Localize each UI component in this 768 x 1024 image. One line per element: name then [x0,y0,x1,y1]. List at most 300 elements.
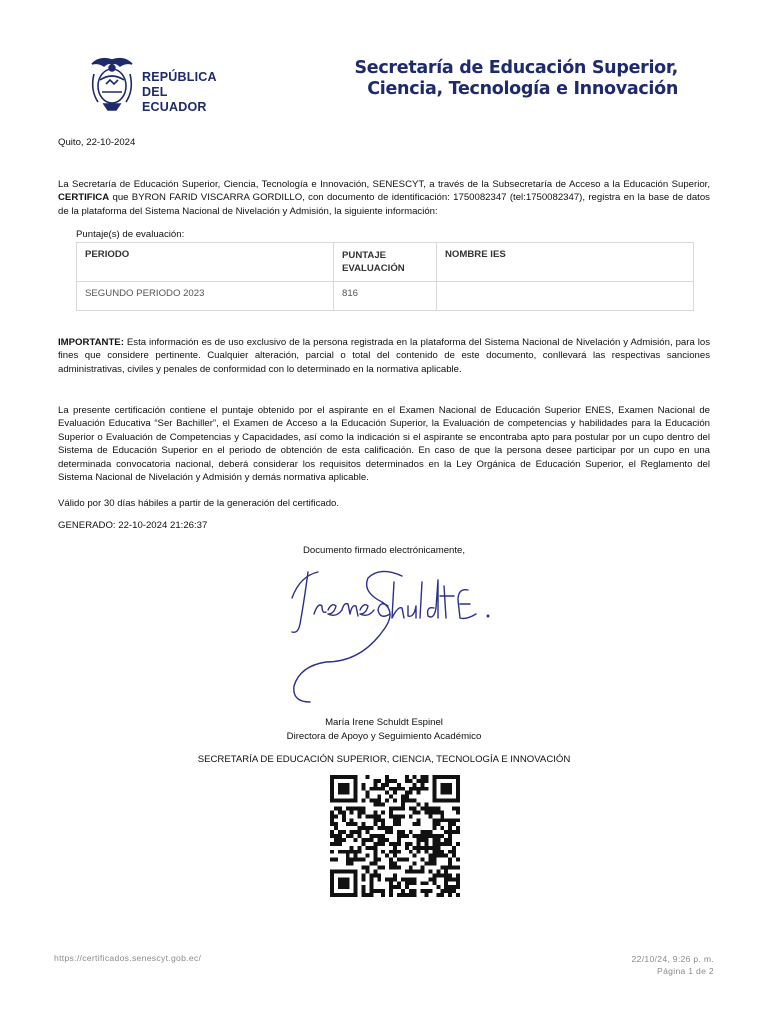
qr-module [369,881,373,885]
qr-module [389,881,393,885]
qr-module [428,830,432,834]
qr-module [354,858,358,862]
qr-module [389,862,393,866]
qr-module [428,889,432,893]
qr-module [358,806,362,810]
qr-module [342,850,346,854]
qr-module [381,803,385,807]
qr-module [405,799,409,803]
qr-module [456,858,460,862]
qr-module [330,818,334,822]
header-puntaje: PUNTAJE EVALUACIÓN [334,243,437,282]
qr-module [401,830,405,834]
qr-module [409,787,413,791]
qr-module [456,826,460,830]
qr-module [432,806,436,810]
qr-module [365,814,369,818]
qr-module [393,818,397,822]
qr-module [425,803,429,807]
qr-module [448,822,452,826]
qr-module [448,826,452,830]
handwritten-signature [270,562,510,712]
country-line-2: DEL ECUADOR [142,85,207,114]
qr-module [350,850,354,854]
qr-module [425,846,429,850]
qr-module [421,779,425,783]
qr-module [377,889,381,893]
qr-module [401,893,405,897]
qr-module [452,846,456,850]
footer-url[interactable]: https://certificados.senescyt.gob.ec/ [54,953,202,963]
qr-module [393,814,397,818]
footer-page-number: Página 1 de 2 [657,966,714,976]
qr-module [369,885,373,889]
qr-module [377,877,381,881]
qr-module [413,834,417,838]
qr-module [425,787,429,791]
qr-module [362,873,366,877]
qr-module [413,869,417,873]
qr-module [417,838,421,842]
scores-label: Puntaje(s) de evaluación: [76,229,185,240]
qr-module [452,877,456,881]
qr-module [405,881,409,885]
qr-module [456,818,460,822]
qr-module [330,850,334,854]
qr-module [377,814,381,818]
qr-module [425,775,429,779]
certification-paragraph: La presente certificación contiene el puntaje obtenido por el aspirante en el Examen Nacional de Educación Superior ENES, Examen Nacional de Evaluación Educativa “Ser Bachiller”, el Examen de Acceso a la Educación Superior, la Evaluación de competencias y habilidades para la Educación Superior o Evaluación de Competencias y Capacidades, así como la indicación si el aspirante se encontraba apto para postular por un cupo dentro del Sistema de Educación Superior en el periodo de obtención de esta calificación. En caso de que la persona desee participar por un cupo en una determinada convocatoria nacional, deberá considerar los requisitos determinados en la Ley Orgánica de Educación Superior, el Reglamento del Sistema Nacional de Nivelación y Admisión y demás normativa aplicable. [58,405,710,484]
qr-module [350,846,354,850]
qr-module [456,806,460,810]
qr-module [369,787,373,791]
qr-module [409,842,413,846]
qr-module [440,854,444,858]
qr-module [440,810,444,814]
qr-module [389,893,393,897]
qr-module [369,893,373,897]
qr-module [373,858,377,862]
letter-date: Quito, 22-10-2024 [58,137,136,148]
qr-module [452,806,456,810]
qr-module [456,885,460,889]
scores-table [76,242,694,311]
qr-module [440,814,444,818]
qr-module [397,834,401,838]
qr-module [373,783,377,787]
qr-module [354,806,358,810]
qr-module [432,850,436,854]
qr-module [421,775,425,779]
qr-module [365,854,369,858]
qr-module [338,830,342,834]
cell-nombre-ies [437,282,694,311]
qr-module [409,830,413,834]
qr-module [330,822,334,826]
qr-module [362,877,366,881]
qr-module [330,842,334,846]
qr-module [377,818,381,822]
qr-module [385,779,389,783]
qr-module [421,889,425,893]
qr-module [452,822,456,826]
qr-module [401,858,405,862]
qr-module [338,842,342,846]
qr-module [358,826,362,830]
qr-module [373,779,377,783]
qr-module [448,873,452,877]
qr-module [397,806,401,810]
qr-module [381,787,385,791]
qr-module [425,862,429,866]
qr-module [334,806,338,810]
qr-module [393,850,397,854]
qr-module [373,846,377,850]
qr-module [448,893,452,897]
qr-module [393,873,397,877]
qr-module [381,783,385,787]
qr-module [362,838,366,842]
qr-module [409,866,413,870]
qr-module [440,889,444,893]
qr-module [342,830,346,834]
qr-module [436,822,440,826]
qr-module [440,893,444,897]
qr-module [425,881,429,885]
qr-module [362,810,366,814]
qr-module [350,858,354,862]
qr-module [373,889,377,893]
qr-module [436,850,440,854]
qr-module [440,850,444,854]
qr-module [405,846,409,850]
qr-module [432,838,436,842]
qr-module [385,775,389,779]
qr-module [373,810,377,814]
qr-module [362,866,366,870]
validity-text: Válido por 30 días hábiles a partir de la generación del certificado. [58,498,340,509]
qr-module [373,818,377,822]
qr-module [377,838,381,842]
qr-module [397,783,401,787]
qr-module [405,858,409,862]
qr-module [405,795,409,799]
qr-module [448,818,452,822]
qr-module [452,866,456,870]
qr-module [409,881,413,885]
qr-module [365,838,369,842]
qr-module [397,838,401,842]
qr-module [409,877,413,881]
qr-module [413,775,417,779]
signer-name: María Irene Schuldt Espinel [325,717,443,728]
qr-module [346,806,350,810]
qr-module [385,799,389,803]
qr-module [393,885,397,889]
qr-module [413,783,417,787]
secretaria-line-1: Secretaría de Educación Superior, [354,58,678,78]
qr-module [389,779,393,783]
qr-module [417,787,421,791]
qr-module [350,834,354,838]
important-paragraph [58,336,710,376]
qr-module [385,791,389,795]
qr-module [330,810,334,814]
qr-module [393,862,397,866]
country-line-1: REPÚBLICA [142,70,217,84]
qr-module [436,873,440,877]
qr-module [381,834,385,838]
qr-module [421,806,425,810]
qr-module [389,826,393,830]
qr-module [421,783,425,787]
qr-module [444,885,448,889]
qr-module [428,814,432,818]
qr-module [334,838,338,842]
qr-module [389,830,393,834]
qr-module [413,854,417,858]
qr-module [448,885,452,889]
organization-name: SECRETARÍA DE EDUCACIÓN SUPERIOR, CIENCIA, TECNOLOGÍA E INNOVACIÓN [197,754,571,765]
qr-module [401,787,405,791]
qr-module [389,866,393,870]
qr-module [381,818,385,822]
qr-module [393,846,397,850]
qr-module [436,869,440,873]
qr-module [373,787,377,791]
qr-module [405,869,409,873]
qr-module [397,866,401,870]
intro-after: que BYRON FARID VISCARRA GORDILLO, con documento de identificación: 1750082347 (tel:1750082347), registra en la base de datos de la plataforma del Sistema Nacional de Nivelación y Admisión, la siguiente información: [58,192,710,217]
qr-module [417,842,421,846]
qr-module [362,787,366,791]
qr-module [425,830,429,834]
cell-puntaje: 816 [334,282,437,311]
qr-module [381,893,385,897]
qr-module [448,862,452,866]
qr-module [409,799,413,803]
qr-module [444,854,448,858]
footer-timestamp: 22/10/24, 9:26 p. m. [631,954,714,964]
qr-module [362,893,366,897]
footer-meta [632,953,714,977]
qr-module [354,854,358,858]
qr-module [365,893,369,897]
signed-note: Documento firmado electrónicamente, [302,545,466,556]
intro-certifica: CERTIFICA [58,192,110,204]
qr-module [373,854,377,858]
qr-module [393,799,397,803]
qr-module [377,826,381,830]
qr-module [401,795,405,799]
qr-module [393,877,397,881]
qr-module [397,881,401,885]
qr-module [405,893,409,897]
qr-module [369,826,373,830]
qr-module [413,806,417,810]
qr-module [389,889,393,893]
important-label: IMPORTANTE: [58,337,124,348]
qr-module [432,842,436,846]
qr-module [417,803,421,807]
qr-module [362,858,366,862]
qr-module [342,818,346,822]
qr-module [432,858,436,862]
qr-module [448,834,452,838]
intro-before: La Secretaría de Educación Superior, Ciencia, Tecnología e Innovación, SENESCYT, a través de la Subsecretaría de Acceso a la Educación Superior, [58,179,710,190]
qr-module [417,869,421,873]
qr-module [350,818,354,822]
qr-module [432,877,436,881]
qr-module [389,810,393,814]
qr-module [432,873,436,877]
qr-module [381,822,385,826]
qr-module [354,830,358,834]
qr-module [413,893,417,897]
qr-module [365,795,369,799]
qr-module [452,830,456,834]
qr-module [330,858,334,862]
qr-module [334,822,338,826]
qr-module [425,834,429,838]
qr-module [334,842,338,846]
qr-module [377,779,381,783]
qr-module [393,854,397,858]
qr-module [362,799,366,803]
qr-module [448,877,452,881]
qr-module [413,787,417,791]
qr-module [362,822,366,826]
qr-module [413,846,417,850]
ecuador-coat-of-arms-icon [86,50,138,114]
qr-module [413,799,417,803]
qr-module [358,834,362,838]
qr-module [452,850,456,854]
qr-module [373,842,377,846]
qr-module [362,885,366,889]
qr-module [448,866,452,870]
qr-module [373,814,377,818]
qr-module [362,806,366,810]
qr-module [448,850,452,854]
qr-module [425,850,429,854]
qr-module [346,822,350,826]
qr-module [409,779,413,783]
qr-module [346,834,350,838]
qr-code-icon [329,775,461,897]
qr-module [397,885,401,889]
qr-module [436,842,440,846]
qr-module [421,866,425,870]
qr-module [425,893,429,897]
cell-periodo: SEGUNDO PERIODO 2023 [77,282,334,311]
qr-module [452,854,456,858]
qr-module [330,834,334,838]
qr-module [428,858,432,862]
qr-module [350,862,354,866]
qr-module [401,814,405,818]
qr-module [358,850,362,854]
qr-module [362,889,366,893]
qr-module [417,779,421,783]
qr-module [342,814,346,818]
qr-module [409,889,413,893]
qr-module [334,826,338,830]
qr-module [448,842,452,846]
qr-module [377,803,381,807]
qr-module [417,850,421,854]
qr-module [417,791,421,795]
qr-module [413,889,417,893]
qr-module [401,889,405,893]
qr-module [428,869,432,873]
qr-module [385,830,389,834]
qr-module [444,842,448,846]
qr-module [369,846,373,850]
qr-module [381,866,385,870]
qr-module [342,838,346,842]
qr-module [354,850,358,854]
qr-module [405,834,409,838]
intro-paragraph [58,178,710,218]
qr-module [401,834,405,838]
qr-module [377,842,381,846]
qr-module [377,858,381,862]
qr-module [444,877,448,881]
qr-module [365,830,369,834]
qr-module [389,858,393,862]
qr-module [385,826,389,830]
qr-module [346,858,350,862]
qr-module [405,885,409,889]
qr-module [425,889,429,893]
qr-module [389,795,393,799]
qr-module [373,834,377,838]
qr-module [432,854,436,858]
qr-module [421,834,425,838]
qr-module [417,818,421,822]
qr-module [428,810,432,814]
qr-module [358,858,362,862]
qr-module [373,873,377,877]
qr-module [413,881,417,885]
qr-module [397,842,401,846]
qr-module [365,775,369,779]
table-header-row [77,243,694,282]
qr-module [373,822,377,826]
qr-module [436,818,440,822]
qr-module [436,885,440,889]
qr-module [381,850,385,854]
qr-module [444,881,448,885]
qr-module [369,862,373,866]
qr-module [428,806,432,810]
qr-module [369,799,373,803]
qr-module [432,810,436,814]
qr-module [413,810,417,814]
qr-module [346,850,350,854]
qr-module [456,866,460,870]
qr-module [440,818,444,822]
qr-module [456,873,460,877]
qr-module [338,783,350,795]
qr-module [397,850,401,854]
qr-module [428,834,432,838]
qr-module [389,842,393,846]
qr-module [377,795,381,799]
qr-module [350,830,354,834]
qr-module [409,806,413,810]
